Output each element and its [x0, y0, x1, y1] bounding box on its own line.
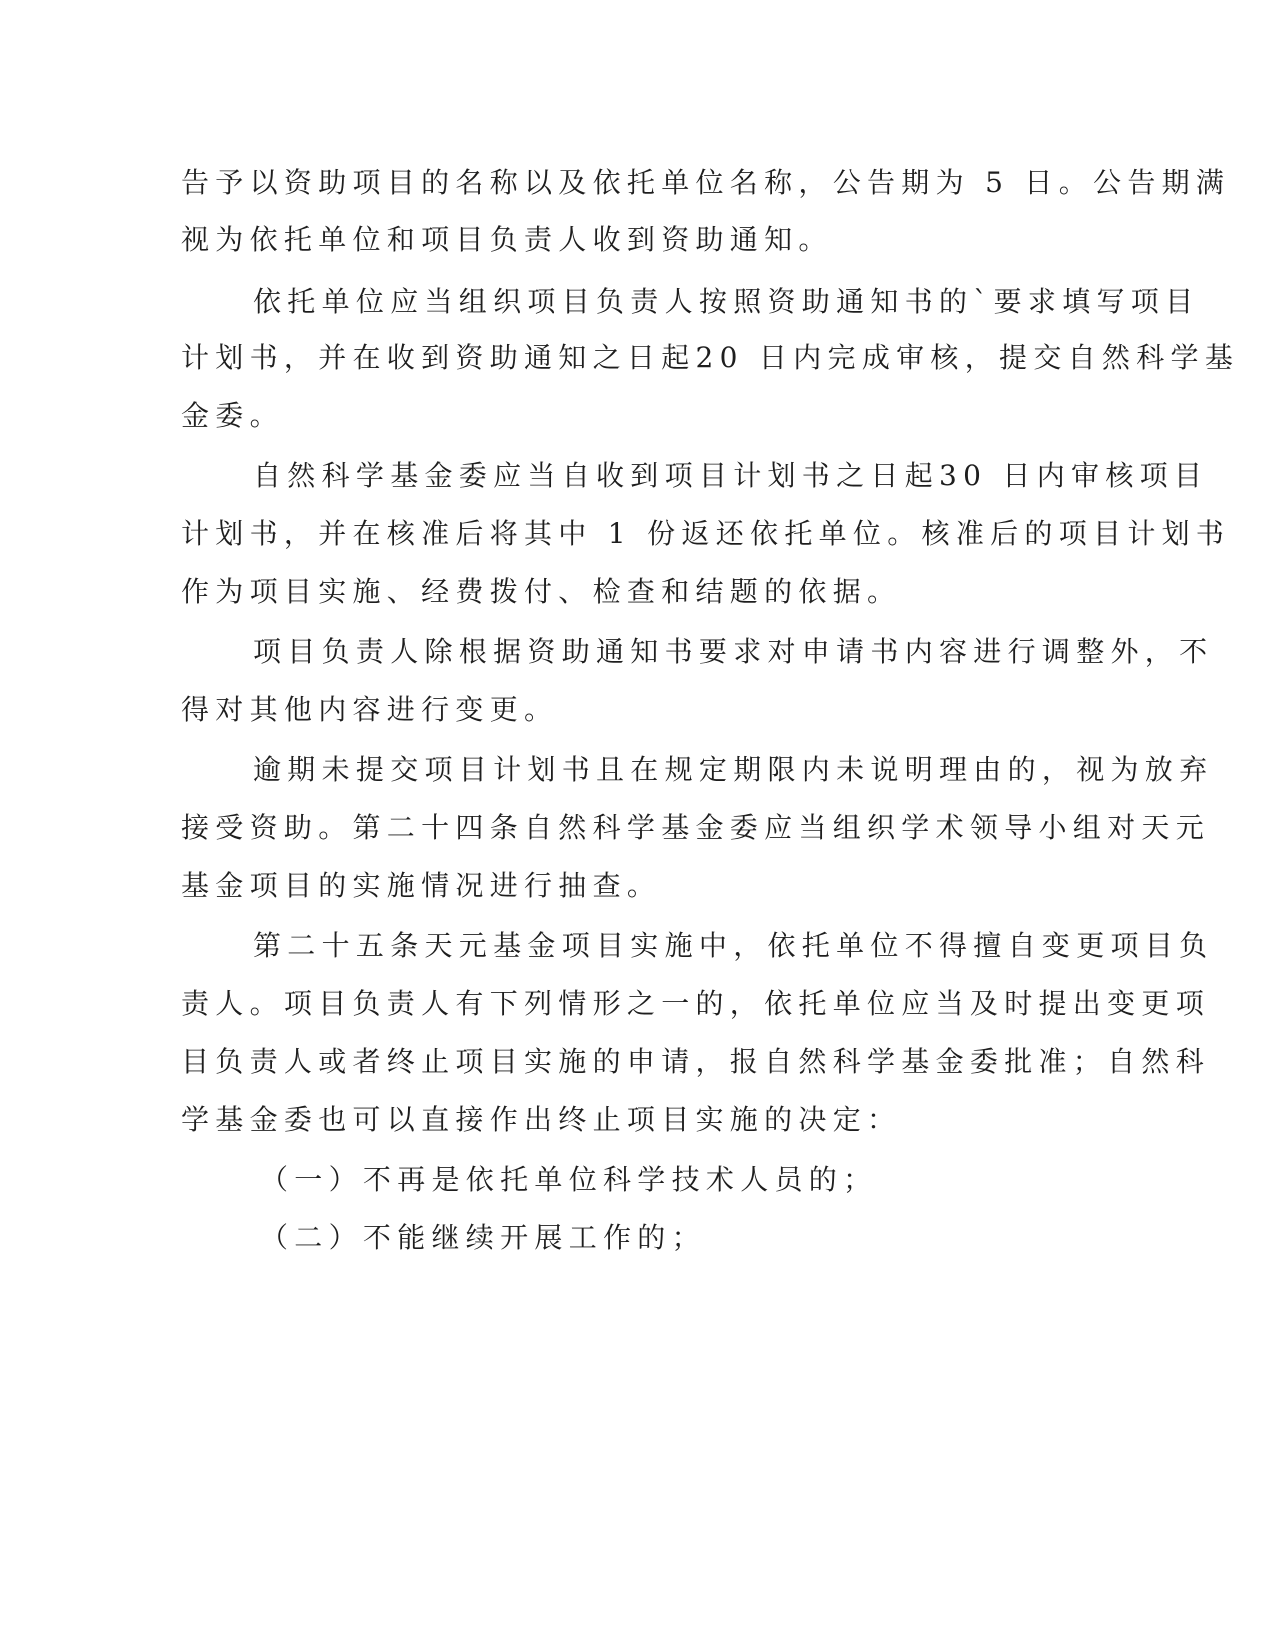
- text-line: 接受资助。第二十四条自然科学基金委应当组织学术领导小组对天元: [181, 811, 1211, 844]
- text-line: 金委。: [181, 399, 284, 432]
- text-line: 基金项目的实施情况进行抽查。: [181, 869, 662, 902]
- text-line: 第二十五条天元基金项目实施中，依托单位不得擅自变更项目负: [253, 929, 1214, 962]
- text-line: 计划书，并在核准后将其中 1 份返还依托单位。核准后的项目计划书: [181, 517, 1231, 550]
- text-line: 学基金委也可以直接作出终止项目实施的决定：: [181, 1103, 902, 1136]
- text-line: 得对其他内容进行变更。: [181, 693, 559, 726]
- text-line: 作为项目实施、经费拨付、检查和结题的依据。: [181, 575, 902, 608]
- text-line: （一）不再是依托单位科学技术人员的；: [260, 1163, 878, 1196]
- text-line: 计划书，并在收到资助通知之日起20 日内完成审核，提交自然科学基: [181, 341, 1240, 374]
- text-line: 逾期未提交项目计划书且在规定期限内未说明理由的，视为放弃: [253, 753, 1214, 786]
- text-line: 视为依托单位和项目负责人收到资助通知。: [181, 223, 833, 256]
- text-line: 目负责人或者终止项目实施的申请，报自然科学基金委批准；自然科: [181, 1045, 1211, 1078]
- text-line: 依托单位应当组织项目负责人按照资助通知书的`要求填写项目: [253, 285, 1200, 318]
- text-line: 自然科学基金委应当自收到项目计划书之日起30 日内审核项目: [253, 459, 1209, 492]
- text-line: 责人。项目负责人有下列情形之一的，依托单位应当及时提出变更项: [181, 987, 1211, 1020]
- text-line: 项目负责人除根据资助通知书要求对申请书内容进行调整外，不: [253, 635, 1214, 668]
- text-line: 告予以资助项目的名称以及依托单位名称，公告期为 5 日。公告期满: [181, 166, 1231, 199]
- text-line: （二）不能继续开展工作的；: [260, 1221, 706, 1254]
